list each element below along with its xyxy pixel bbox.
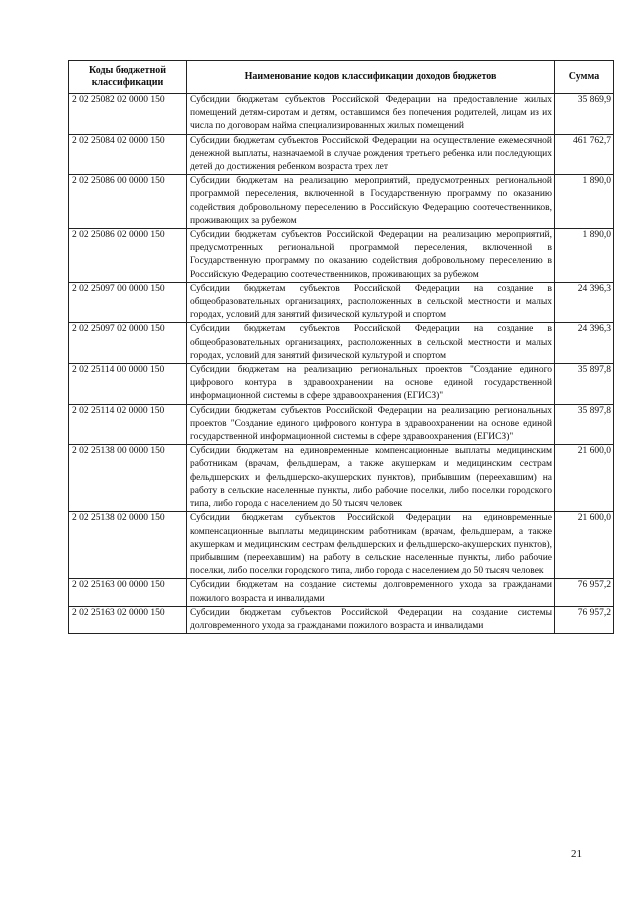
- table-row: [69, 445, 614, 512]
- table-body: [69, 94, 614, 634]
- row-code: 2 02 25097 02 0000 150: [69, 323, 187, 364]
- row-code: 2 02 25163 02 0000 150: [69, 606, 187, 633]
- row-sum: 1 890,0: [555, 229, 614, 283]
- page-number: 21: [571, 848, 582, 860]
- row-sum: 76 957,2: [555, 606, 614, 633]
- row-code: 2 02 25097 00 0000 150: [69, 282, 187, 323]
- row-name: Субсидии бюджетам на реализацию региональных проектов "Создание единого цифрового контура в здравоохранении на основе единой государственной информационной системы в сфере здравоохранения (ЕГИСЗ)": [187, 364, 555, 405]
- row-name: Субсидии бюджетам субъектов Российской Федерации на создание системы долговременного ухода за гражданами пожилого возраста и инвалидами: [187, 606, 555, 633]
- budget-income-table: [68, 60, 614, 634]
- row-name: Субсидии бюджетам субъектов Российской Федерации на единовременные компенсационные выплаты медицинским работникам (врачам, фельдшерам, а также акушеркам и медицинским сестрам фельдшерских и фельдшерско-акушерских пунктов), прибывшим (переехавшим) на работу в сельские населенные пункты, либо рабочие поселки, либо поселки городского типа, либо города с населением до 50 тысяч человек: [187, 512, 555, 579]
- row-code: 2 02 25114 02 0000 150: [69, 404, 187, 445]
- row-sum: 35 897,8: [555, 404, 614, 445]
- row-code: 2 02 25086 02 0000 150: [69, 229, 187, 283]
- row-code: 2 02 25138 00 0000 150: [69, 445, 187, 512]
- row-sum: 1 890,0: [555, 175, 614, 229]
- table-row: [69, 512, 614, 579]
- row-name: Субсидии бюджетам субъектов Российской Федерации на реализацию мероприятий, предусмотренных региональной программой переселения, включенной в Государственную программу по оказанию содействия добровольному переселению в Российскую Федерацию соотечественников, проживающих за рубежом: [187, 229, 555, 283]
- row-name: Субсидии бюджетам субъектов Российской Федерации на предоставление жилых помещений детям-сиротам и детям, оставшимся без попечения родителей, лицам из их числа по договорам найма специализированных жилых помещений: [187, 94, 555, 135]
- row-sum: 24 396,3: [555, 282, 614, 323]
- row-name: Субсидии бюджетам на создание системы долговременного ухода за гражданами пожилого возраста и инвалидами: [187, 579, 555, 606]
- table-row: [69, 606, 614, 633]
- header-name: Наименование кодов классификации доходов бюджетов: [187, 61, 555, 94]
- table-row: [69, 404, 614, 445]
- row-code: 2 02 25084 02 0000 150: [69, 134, 187, 175]
- table-row: [69, 134, 614, 175]
- row-code: 2 02 25138 02 0000 150: [69, 512, 187, 579]
- row-name: Субсидии бюджетам субъектов Российской Федерации на создание в общеобразовательных организациях, расположенных в сельской местности и малых городах, условий для занятий физической культурой и спортом: [187, 323, 555, 364]
- row-name: Субсидии бюджетам субъектов Российской Федерации на создание в общеобразовательных организациях, расположенных в сельской местности и малых городах, условий для занятий физической культурой и спортом: [187, 282, 555, 323]
- table-row: [69, 229, 614, 283]
- row-sum: 35 897,8: [555, 364, 614, 405]
- table-row: [69, 282, 614, 323]
- table-row: [69, 94, 614, 135]
- row-code: 2 02 25082 02 0000 150: [69, 94, 187, 135]
- row-name: Субсидии бюджетам на единовременные компенсационные выплаты медицинским работникам (врачам, фельдшерам, а также акушеркам и медицинским сестрам фельдшерских и фельдшерско-акушерских пунктов), прибывшим (переехавшим) на работу в сельские населенные пункты, либо рабочие поселки, либо поселки городского типа, либо города с населением до 50 тысяч человек: [187, 445, 555, 512]
- row-code: 2 02 25086 00 0000 150: [69, 175, 187, 229]
- header-code: Коды бюджетной классификации: [69, 61, 187, 94]
- row-sum: 35 869,9: [555, 94, 614, 135]
- row-name: Субсидии бюджетам на реализацию мероприятий, предусмотренных региональной программой переселения, включенной в Государственную программу по оказанию содействия добровольному переселению в Российскую Федерацию соотечественников, проживающих за рубежом: [187, 175, 555, 229]
- row-sum: 76 957,2: [555, 579, 614, 606]
- row-code: 2 02 25163 00 0000 150: [69, 579, 187, 606]
- table-header-row: [69, 61, 614, 94]
- row-sum: 21 600,0: [555, 445, 614, 512]
- table-row: [69, 175, 614, 229]
- table-row: [69, 323, 614, 364]
- header-sum: Сумма: [555, 61, 614, 94]
- row-sum: 461 762,7: [555, 134, 614, 175]
- table-row: [69, 364, 614, 405]
- row-name: Субсидии бюджетам субъектов Российской Федерации на осуществление ежемесячной денежной выплаты, назначаемой в случае рождения третьего ребенка или последующих детей до достижения ребенком возраста трех лет: [187, 134, 555, 175]
- row-name: Субсидии бюджетам субъектов Российской Федерации на реализацию региональных проектов "Создание единого цифрового контура в здравоохранении на основе единой государственной информационной системы в сфере здравоохранения (ЕГИСЗ)": [187, 404, 555, 445]
- row-code: 2 02 25114 00 0000 150: [69, 364, 187, 405]
- table-row: [69, 579, 614, 606]
- row-sum: 21 600,0: [555, 512, 614, 579]
- row-sum: 24 396,3: [555, 323, 614, 364]
